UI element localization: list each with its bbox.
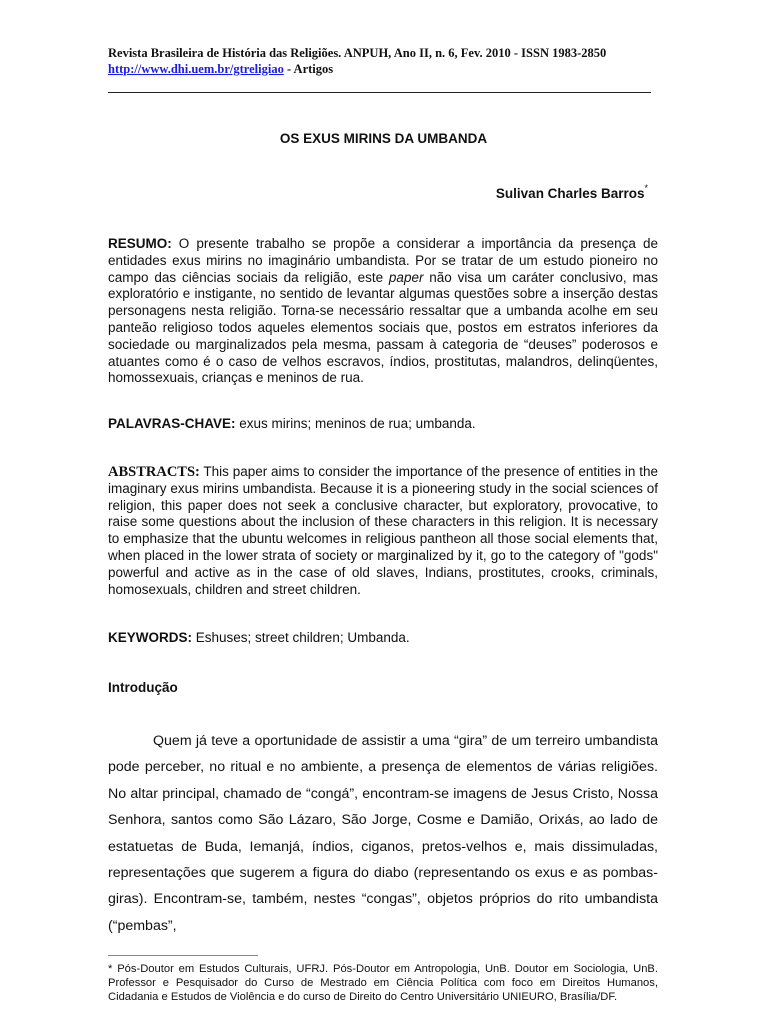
abstracts-paragraph xyxy=(108,464,658,598)
resumo-label: RESUMO: xyxy=(108,236,172,251)
journal-url-link[interactable]: http://www.dhi.uem.br/gtreligiao xyxy=(108,62,284,76)
footnote-marker: * xyxy=(108,963,113,975)
resumo-text: O presente trabalho se propõe a considerar a importância da presença de entidades exus mirins no imaginário umbandista. Por se tratar de um estudo pioneiro no campo das ciências sociais da religião, este xyxy=(108,236,658,285)
journal-section: - Artigos xyxy=(283,62,334,76)
palavras-chave-label: PALAVRAS-CHAVE: xyxy=(108,416,236,431)
keywords-text: Eshuses; street children; Umbanda. xyxy=(192,630,410,645)
keywords-label: KEYWORDS: xyxy=(108,630,192,645)
palavras-chave-text: exus mirins; meninos de rua; umbanda. xyxy=(235,416,476,431)
author-footnote-marker[interactable]: * xyxy=(644,183,648,193)
paper-title: OS EXUS MIRINS DA UMBANDA xyxy=(279,131,488,146)
resumo-paragraph xyxy=(108,236,658,387)
abstracts-label: ABSTRACTS: xyxy=(108,464,200,480)
palavras-chave-paragraph xyxy=(108,416,658,433)
resumo-italic-word: paper xyxy=(388,269,424,285)
journal-url-line xyxy=(108,61,668,77)
author-name: Sulivan Charles Barros xyxy=(495,186,645,201)
resumo-text-continued: não visa um caráter conclusivo, mas exploratório e instigante, no sentido de levantar algumas questões sobre a inserção destas personagens nesta religião. Torna-se necessário ressaltar que a umbanda acolhe em seu panteão religioso todos aqueles elementos sociais que, postos em estratos inferiores da sociedade ou marginalizados pela mesma, passam à categoria de “deuses” poderosos e atuantes como é o caso de velhos escravos, índios, prostitutas, malandros, delinqüentes, homossexuais, crianças e meninos de rua. xyxy=(108,269,658,386)
journal-citation: Revista Brasileira de História das Religiões. ANPUH, Ano II, n. 6, Fev. 2010 - ISSN 1983-2850 xyxy=(108,46,607,60)
introduction-heading: Introdução xyxy=(108,680,178,695)
footnote xyxy=(108,962,658,1004)
introduction-paragraph: Quem já teve a oportunidade de assistir a uma “gira” de um terreiro umbandista pode perceber, no ritual e no ambiente, a presença de elementos de várias religiões. No altar principal, chamado de “congá”, encontram-se imagens de Jesus Cristo, Nossa Senhora, santos como São Lázaro, São Jorge, Cosme e Damião, Orixás, ao lado de estatuetas de Buda, Iemanjá, índios, ciganos, pretos-velhos e, mais dissimuladas, representações que sugerem a figura do diabo (representando os exus e as pombas-giras). Encontram-se, também, nestes “congas”, objetos próprios do rito umbandista (“pembas”, xyxy=(108,733,658,934)
footnote-divider xyxy=(108,955,258,956)
footnote-text: Pós-Doutor em Estudos Culturais, UFRJ. Pós-Doutor em Antropologia, UnB. Doutor em Sociologia, UnB. Professor e Pesquisador do Curso de Mestrado em Ciência Política com foco em Direitos Humanos, Cidadania e Estudos de Violência e do curso de Direito do Centro Universitário UNIEURO, Brasília/DF. xyxy=(108,963,658,1003)
keywords-paragraph xyxy=(108,630,658,647)
author-line xyxy=(496,183,648,201)
abstracts-text: This paper aims to consider the importance of the presence of entities in the imaginary exus mirins umbandista. Because it is a pioneering study in the social sciences of religion, this paper does not seek a conclusive character, but exploratory, provocative, to raise some questions about the inclusion of these characters in this religion. It is necessary to emphasize that the ubuntu welcomes in religious pantheon all those social elements that, when placed in the lower strata of society or marginalized by it, go to the category of "gods" powerful and active as in the case of old slaves, Indians, prostitutes, crooks, criminals, homosexuals, children and street children. xyxy=(108,464,658,597)
journal-header xyxy=(108,45,668,77)
header-divider xyxy=(108,92,651,93)
